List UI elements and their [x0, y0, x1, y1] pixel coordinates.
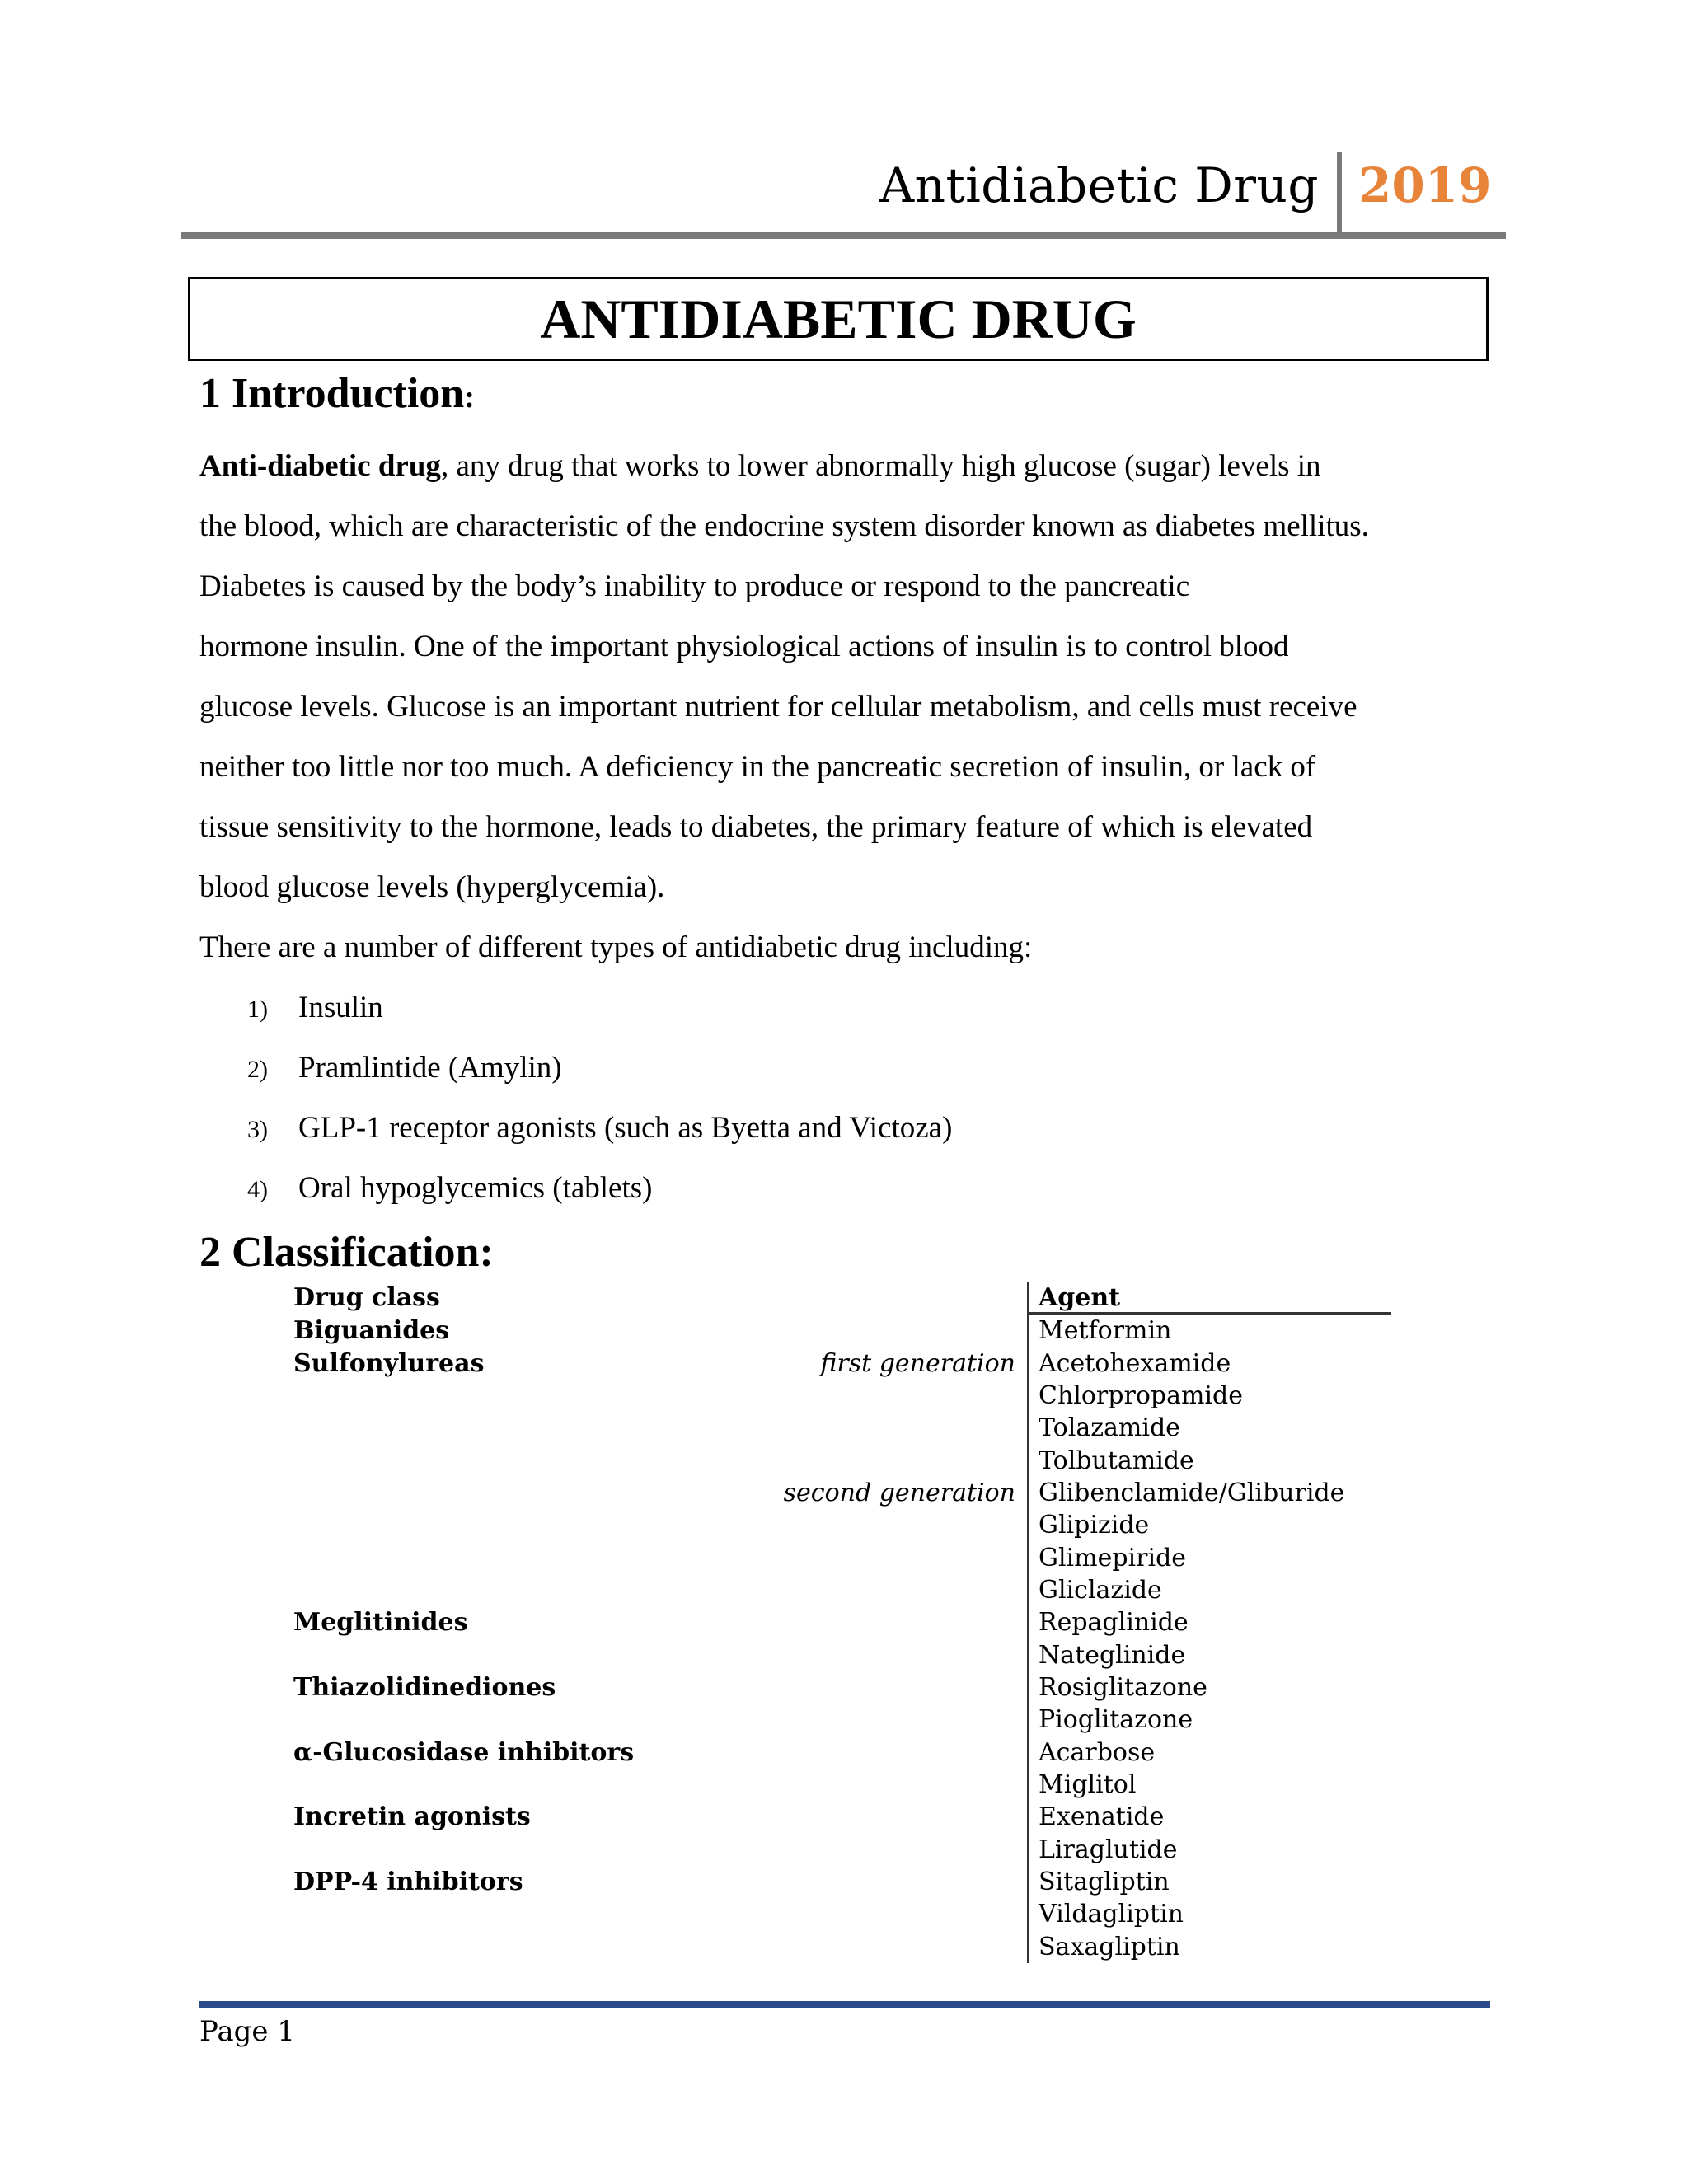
drug-class-cell: Thiazolidinediones: [293, 1673, 556, 1702]
intro-line-4: hormone insulin. One of the important physiological actions of insulin is to control blood: [199, 630, 1289, 663]
agent-cell: Acarbose: [1039, 1738, 1156, 1767]
agent-cell: Pioglitazone: [1039, 1705, 1193, 1734]
agent-cell: Liraglutide: [1039, 1835, 1178, 1864]
drug-class-cell: α-Glucosidase inhibitors: [293, 1738, 635, 1767]
intro-heading-colon: :: [464, 380, 475, 415]
list-item-label: GLP-1 receptor agonists (such as Byetta and Victoza): [298, 1111, 953, 1145]
agent-cell: Repaglinide: [1039, 1608, 1189, 1637]
list-item-number: 3): [247, 1116, 268, 1143]
agent-cell: Exenatide: [1039, 1802, 1165, 1831]
list-item: [247, 1052, 562, 1083]
list-item-label: Pramlintide (Amylin): [298, 1051, 562, 1085]
agent-cell: Rosiglitazone: [1039, 1673, 1207, 1702]
agent-cell: Metformin: [1039, 1316, 1172, 1345]
intro-line-5: glucose levels. Glucose is an important nutrient for cellular metabolism, and cells must receive: [199, 690, 1357, 724]
list-item: [247, 1113, 952, 1143]
types-intro: There are a number of different types of antidiabetic drug including:: [199, 930, 1033, 964]
table-header-rule: [1029, 1312, 1391, 1315]
list-item-number: 4): [247, 1176, 268, 1203]
agent-cell: Glipizide: [1039, 1511, 1150, 1540]
generation-label: second generation: [783, 1479, 1015, 1507]
agent-cell: Sitagliptin: [1039, 1868, 1170, 1896]
list-item: [247, 992, 383, 1023]
classification-heading: 2 Classification:: [199, 1229, 494, 1276]
agent-cell: Saxagliptin: [1039, 1933, 1180, 1961]
drug-class-cell: Sulfonylureas: [293, 1349, 485, 1378]
agent-cell: Tolazamide: [1039, 1413, 1180, 1442]
intro-line-1: [199, 451, 1321, 481]
agent-cell: Gliclazide: [1039, 1576, 1162, 1605]
agent-cell: Glimepiride: [1039, 1544, 1187, 1572]
header-title: Antidiabetic Drug: [879, 157, 1319, 213]
document-title: ANTIDIABETIC DRUG: [540, 287, 1137, 350]
page-number: Page 1: [199, 2015, 295, 2048]
list-item-label: Oral hypoglycemics (tablets): [298, 1171, 653, 1205]
list-item: [247, 1173, 652, 1203]
classification-table: [293, 1282, 1395, 1966]
list-item-number: 1): [247, 996, 268, 1023]
agent-cell: Tolbutamide: [1039, 1446, 1194, 1475]
agent-cell: Vildagliptin: [1039, 1900, 1184, 1929]
drug-class-cell: Incretin agonists: [293, 1802, 531, 1831]
intro-line-7: tissue sensitivity to the hormone, leads to diabetes, the primary feature of which is elevated: [199, 810, 1313, 844]
intro-line-8: blood glucose levels (hyperglycemia).: [199, 870, 665, 904]
header-year: 2019: [1358, 157, 1492, 213]
drug-class-cell: DPP-4 inhibitors: [293, 1868, 523, 1896]
agent-cell: Glibenclamide/Gliburide: [1039, 1479, 1345, 1507]
drug-class-cell: Meglitinides: [293, 1608, 468, 1637]
table-column-divider: [1027, 1282, 1029, 1963]
intro-lead-bold: Anti-diabetic drug: [199, 449, 441, 483]
intro-line-6: neither too little nor too much. A deficiency in the pancreatic secretion of insulin, or lack of: [199, 750, 1316, 784]
agent-cell: Chlorpropamide: [1039, 1381, 1243, 1410]
agent-cell: Nateglinide: [1039, 1641, 1186, 1670]
intro-heading: [199, 370, 475, 417]
table-header-agent: Agent: [1039, 1283, 1121, 1312]
footer-rule: [199, 2001, 1490, 2008]
drug-class-cell: Biguanides: [293, 1316, 450, 1345]
table-header-drug-class: Drug class: [293, 1283, 440, 1312]
intro-heading-text: 1 Introduction: [199, 370, 465, 417]
document-title-box: [188, 277, 1489, 361]
header-divider: [1337, 152, 1342, 234]
list-item-label: Insulin: [298, 991, 383, 1024]
header-rule: [181, 232, 1506, 239]
agent-cell: Miglitol: [1039, 1770, 1137, 1799]
list-item-number: 2): [247, 1056, 268, 1083]
generation-label: first generation: [820, 1349, 1015, 1378]
intro-line-1-text: , any drug that works to lower abnormally high glucose (sugar) levels in: [440, 449, 1321, 483]
intro-line-3: Diabetes is caused by the body’s inability to produce or respond to the pancreatic: [199, 569, 1190, 603]
intro-line-2: the blood, which are characteristic of the endocrine system disorder known as diabetes mellitus.: [199, 509, 1369, 543]
agent-cell: Acetohexamide: [1039, 1349, 1231, 1378]
